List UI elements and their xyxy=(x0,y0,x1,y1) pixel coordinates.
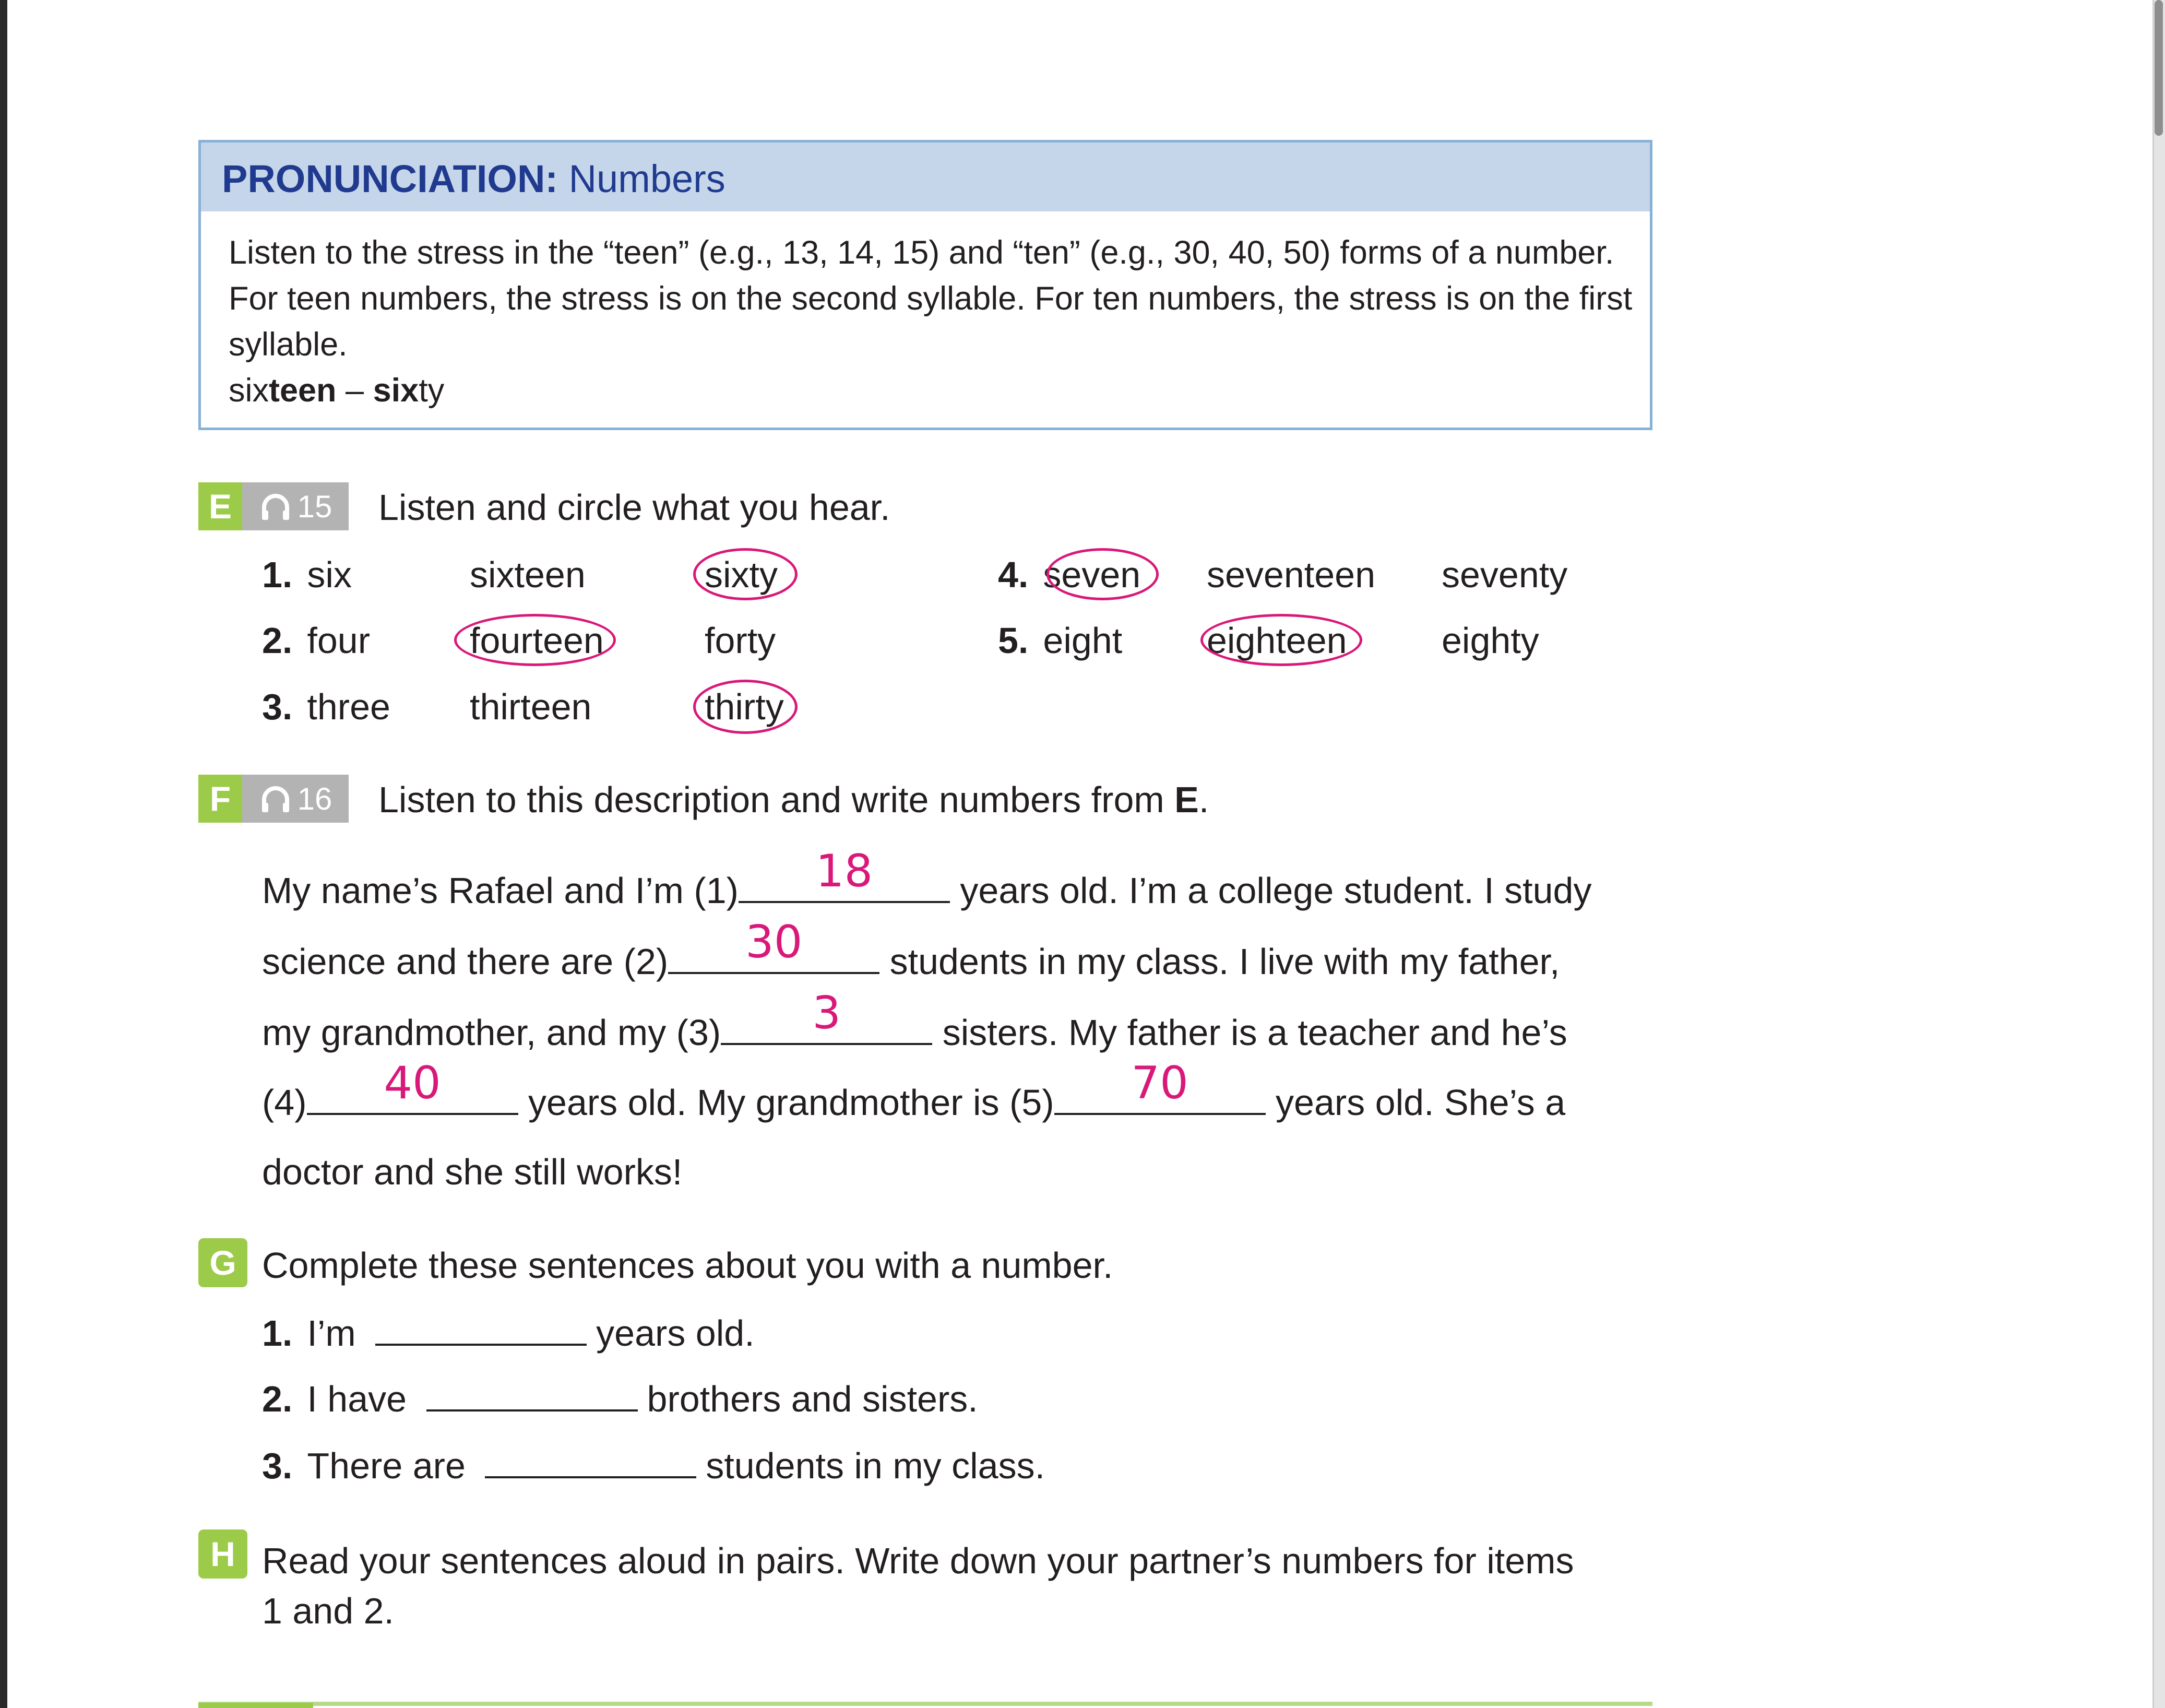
paragraph-line: (4) 40 years old. My grandmother is (5) 70 years old. She’s a xyxy=(262,1057,1566,1123)
audio-track-badge[interactable] xyxy=(242,775,349,823)
instruction-line: Read your sentences aloud in pairs. Write down your partner’s numbers for items xyxy=(262,1540,1574,1581)
option-word[interactable]: seventeen xyxy=(1207,554,1376,595)
answer-circle xyxy=(1046,548,1159,600)
exercise-e-label xyxy=(198,482,349,530)
list-item: 1. six xyxy=(262,554,352,595)
paragraph-line: my grandmother, and my (3) 3 sisters. My father is a teacher and he’s xyxy=(262,987,1567,1053)
answer-blank[interactable] xyxy=(485,1446,696,1478)
list-item: 3. There are students in my class. xyxy=(262,1445,1045,1486)
handwritten-answer: 40 xyxy=(384,1057,441,1109)
paragraph-line: science and there are (2) 30 students in my class. I live with my father, xyxy=(262,916,1560,982)
pronunciation-text xyxy=(229,230,1633,413)
exercise-letter-badge: H xyxy=(198,1529,247,1579)
list-item: 2. I have brothers and sisters. xyxy=(262,1379,978,1419)
answer-blank[interactable] xyxy=(1054,1057,1266,1115)
answer-circle xyxy=(1200,614,1362,666)
scrollbar-thumb[interactable] xyxy=(2155,0,2163,136)
answer-blank[interactable] xyxy=(426,1379,638,1412)
window-edge-left xyxy=(0,0,7,1708)
answer-circle xyxy=(693,680,798,734)
track-number: 16 xyxy=(297,781,332,816)
exercise-letter-badge: G xyxy=(198,1238,247,1287)
answer-circle xyxy=(454,614,616,666)
exercise-f-label xyxy=(198,775,349,823)
exercise-letter-badge: F xyxy=(198,775,242,823)
list-item: 1. I’m years old. xyxy=(262,1313,755,1354)
scrollbar-track[interactable] xyxy=(2152,0,2165,1708)
handwritten-answer: 70 xyxy=(1131,1057,1188,1109)
option-word[interactable]: fourteen xyxy=(470,620,604,661)
headphones-icon xyxy=(259,490,292,523)
answer-blank[interactable] xyxy=(375,1313,587,1346)
exercise-g-instruction: Complete these sentences about you with a number. xyxy=(262,1245,1113,1286)
list-item: 2. four xyxy=(262,620,371,661)
handwritten-answer: 30 xyxy=(745,916,803,968)
list-item: 5. eight xyxy=(998,620,1123,661)
answer-blank[interactable] xyxy=(721,987,932,1045)
exercise-e-instruction: Listen and circle what you hear. xyxy=(378,487,890,528)
answer-blank[interactable] xyxy=(668,916,879,974)
headphones-icon xyxy=(259,782,292,815)
pronunciation-example: sixteen – sixty xyxy=(229,372,445,409)
handwritten-answer: 18 xyxy=(815,845,873,897)
instruction-line: 1 and 2. xyxy=(262,1591,394,1631)
answer-blank[interactable] xyxy=(307,1057,518,1115)
exercise-h-instruction xyxy=(262,1536,1574,1636)
handwritten-answer: 3 xyxy=(812,987,841,1039)
section-divider-accent xyxy=(198,1703,313,1708)
answer-blank[interactable] xyxy=(739,845,950,903)
answer-circle xyxy=(693,548,798,600)
option-word[interactable]: sixty xyxy=(705,554,778,595)
list-item: 3. three xyxy=(262,686,390,727)
audio-track-badge[interactable] xyxy=(242,482,349,530)
pronunciation-explanation: Listen to the stress in the “teen” (e.g., 13, 14, 15) and “ten” (e.g., 30, 40, 50) forms of a number. For teen numbers, the stress is on the second syllable. For ten numbers, the stress is on the first syllable. xyxy=(229,234,1633,363)
list-item: 4. seven xyxy=(998,554,1141,595)
exercise-letter-badge: E xyxy=(198,482,242,530)
option-word[interactable]: forty xyxy=(705,620,776,661)
option-word[interactable]: seventy xyxy=(1442,554,1568,595)
option-word[interactable]: thirty xyxy=(705,686,784,727)
option-word[interactable]: sixteen xyxy=(470,554,586,595)
section-divider xyxy=(198,1702,1652,1706)
option-word[interactable]: thirteen xyxy=(470,686,592,727)
option-word[interactable]: eighteen xyxy=(1207,620,1347,661)
option-word[interactable]: eighty xyxy=(1442,620,1539,661)
paragraph-line: My name’s Rafael and I’m (1) 18 years old. I’m a college student. I study xyxy=(262,845,1592,911)
track-number: 15 xyxy=(297,489,332,524)
pronunciation-title: PRONUNCIATION: Numbers xyxy=(222,157,725,200)
exercise-f-instruction: Listen to this description and write numbers from E. xyxy=(378,779,1209,820)
paragraph-line: doctor and she still works! xyxy=(262,1152,683,1192)
